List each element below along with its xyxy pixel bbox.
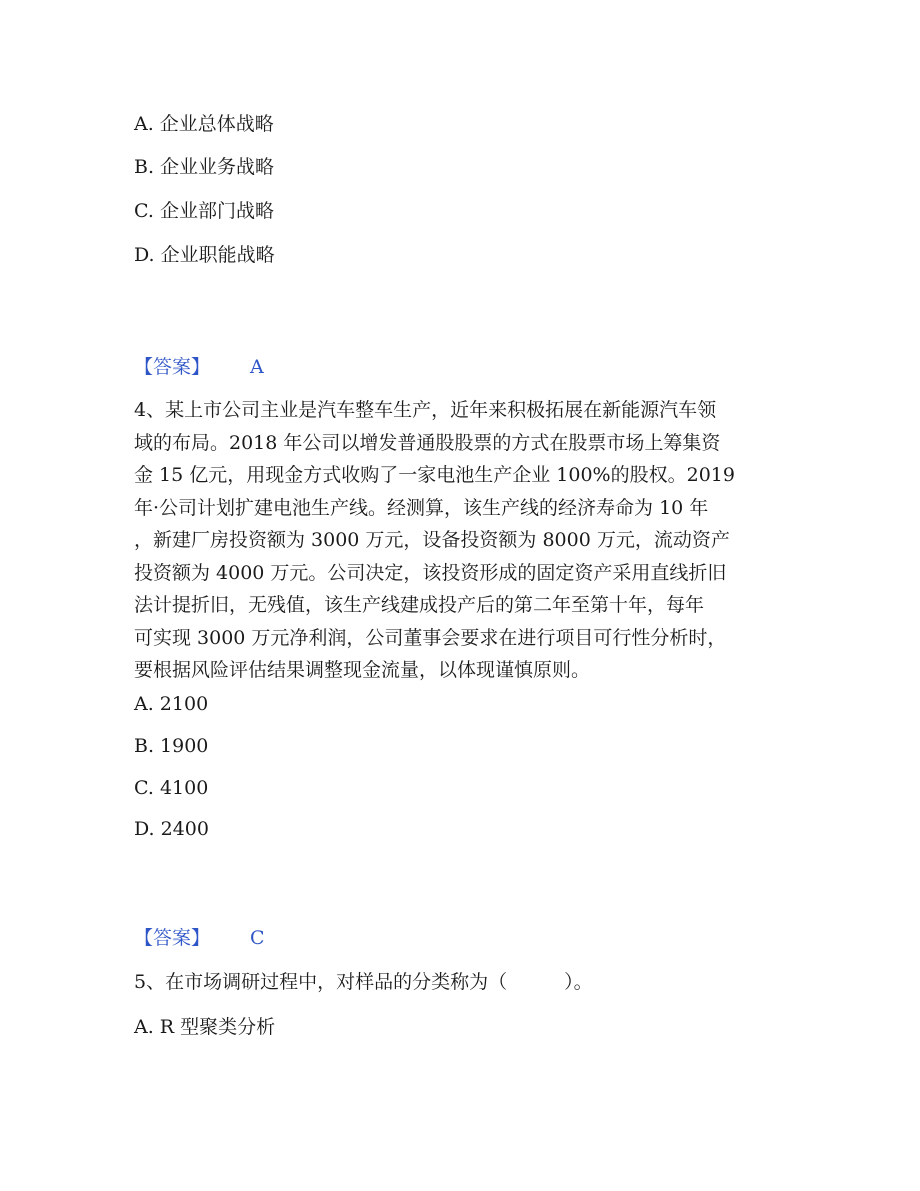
question-line: 要根据风险评估结果调整现金流量，以体现谨慎原则。 — [134, 659, 591, 681]
question-line: 4、某上市公司主业是汽车整车生产，近年来积极拓展在新能源汽车领 — [134, 399, 717, 421]
answer-value: C — [250, 927, 265, 949]
question-5-text: 5、在市场调研过程中，对样品的分类称为（ ）。 — [134, 971, 593, 993]
option-a: A. 2100 — [134, 693, 209, 715]
question-line: ，新建厂房投资额为 3000 万元，设备投资额为 8000 万元，流动资产 — [134, 529, 730, 551]
question-line: 年·公司计划扩建电池生产线。经测算，该生产线的经济寿命为 10 年 — [134, 496, 709, 519]
answer-label: 【答案】 — [134, 356, 211, 378]
question-line: 域的布局。2018 年公司以增发普通股股票的方式在股票市场上筹集资 — [134, 431, 721, 454]
option-d: D. 2400 — [134, 818, 209, 840]
question-4-text — [134, 394, 784, 687]
option-d: D. 企业职能战略 — [134, 244, 275, 266]
option-b: B. 1900 — [134, 735, 209, 757]
question-line: 投资额为 4000 万元。公司决定，该投资形成的固定资产采用直线折旧 — [134, 561, 727, 584]
answer-label: 【答案】 — [134, 927, 211, 949]
option-b: B. 企业业务战略 — [134, 156, 275, 178]
answer-value: A — [250, 356, 264, 378]
option-a: A. R 型聚类分析 — [134, 1016, 276, 1038]
option-a: A. 企业总体战略 — [134, 113, 274, 135]
question-line: 可实现 3000 万元净利润，公司董事会要求在进行项目可行性分析时， — [134, 626, 727, 649]
question-line: 金 15 亿元，用现金方式收购了一家电池生产企业 100%的股权。2019 — [134, 464, 735, 486]
answer-row — [134, 356, 264, 378]
answer-row — [134, 927, 265, 949]
question-line: 法计提折旧，无残值，该生产线建成投产后的第二年至第十年，每年 — [134, 594, 705, 616]
option-c: C. 企业部门战略 — [134, 200, 274, 222]
option-c: C. 4100 — [134, 777, 209, 799]
